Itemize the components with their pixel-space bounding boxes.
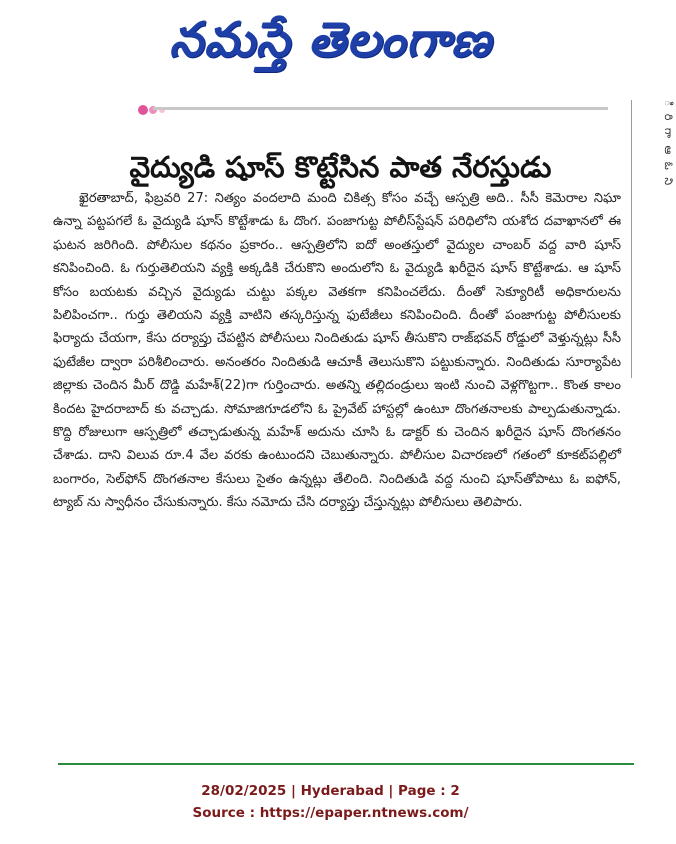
section-marker-icon [137,104,177,116]
news-clipping [53,100,675,760]
article-headline: వైద్యుడి షూస్ కొట్టేసిన పాత నేరస్తుడు [129,150,552,185]
masthead [0,0,661,80]
newspaper-logo: నమస్తే తెలంగాణ [169,12,492,68]
source-link[interactable]: Source : https://epaper.ntnews.com/ [192,805,469,821]
column-divider [631,100,632,378]
bottom-divider [58,763,634,765]
dateline: 28/02/2025 | Hyderabad | Page : 2 [201,783,460,799]
adjacent-column-fragment: ి రి గా ఆ ఓ ని [662,100,675,188]
top-divider [153,107,608,110]
article-body: ఖైరతాబాద్, ఫిబ్రవరి 27: నిత్యం వందలాది మంది చికిత్స కోసం వచ్చే ఆస్పత్రి అది.. సీసీ కెమెరాల నిఘా ఉన్నా పట్టపగలే ఓ వైద్యుడి షూస్ కొట్టేశాడు ఓ దొంగ. పంజాగుట్ట పోలీస్‌స్టేషన్ పరిధిలోని యశోద దవాఖానలో ఈ ఘటన జరిగింది. పోలీసుల కథనం ప్రకారం.. ఆస్పత్రిలోని ఐదో అంతస్తులో వైద్యుల చాంబర్ వద్ద వారి షూస్ కనిపించింది. ఓ గుర్తుతెలియని వ్యక్తి అక్కడికి చేరుకొని అందులోని ఓ వైద్యుడి ఖరీదైన షూస్ కొట్టేశాడు. ఆ షూస్ కోసం బయటకు వచ్చిన వైద్యుడు చుట్టు పక్కల వెతకగా కనిపించలేదు. దీంతో సెక్యూరిటీ అధికారులను పిలిపించగా.. గుర్తు తెలియని వ్యక్తి వాటిని తస్కరిస్తున్న ఫుటేజీలు కనిపించింది. దీంతో పంజాగుట్ట పోలీసులకు ఫిర్యాదు చేయగా, కేసు దర్యాప్తు చేపట్టిన పోలీసులు నిందితుడు షూస్ తీసుకొని రాజ్‌భవన్ రోడ్డులో వెళ్తున్నట్లు సీసీ ఫుటేజీల ద్వారా పరిశీలించారు. అనంతరం నిందితుడి ఆచూకీ తెలుసుకొని పట్టుకున్నారు. నిందితుడు సూర్యాపేట జిల్లాకు చెందిన మీర్ దొడ్డి మహేశ్(22)గా గుర్తించారు. అతన్ని తల్లిదండ్రులు ఇంటి నుంచి వెళ్లగొట్టగా.. కొంత కాలం కిందట హైదరాబాద్ కు వచ్చాడు. సోమాజిగూడలోని ఓ ప్రైవేట్ హాస్టల్లో ఉంటూ దొంగతనాలకు పాల్పడుతున్నాడు. కొద్ది రోజులుగా ఆస్పత్రిలో తచ్చాడుతున్న మహేశ్ అదును చూసి ఓ డాక్టర్ కు చెందిన ఖరీదైన షూస్ దొంగతనం చేశాడు. దాని విలువ రూ.4 వేల వరకు ఉంటుందని చెబుతున్నారు. పోలీసుల విచారణలో గతంలో కూకట్‌పల్లిలో బంగారం, సెల్‌ఫోన్ దొంగతనాల కేసులు సైతం ఉన్నట్లు తేలింది. నిందితుడి వద్ద నుంచి షూస్‌తోపాటు ఓ ఐఫోన్, ట్యాబ్ ను స్వాధీనం చేసుకున్నారు. కేసు నమోదు చేసి దర్యాప్తు చేస్తున్నట్లు పోలీసులు తెలిపారు. [53,191,621,511]
